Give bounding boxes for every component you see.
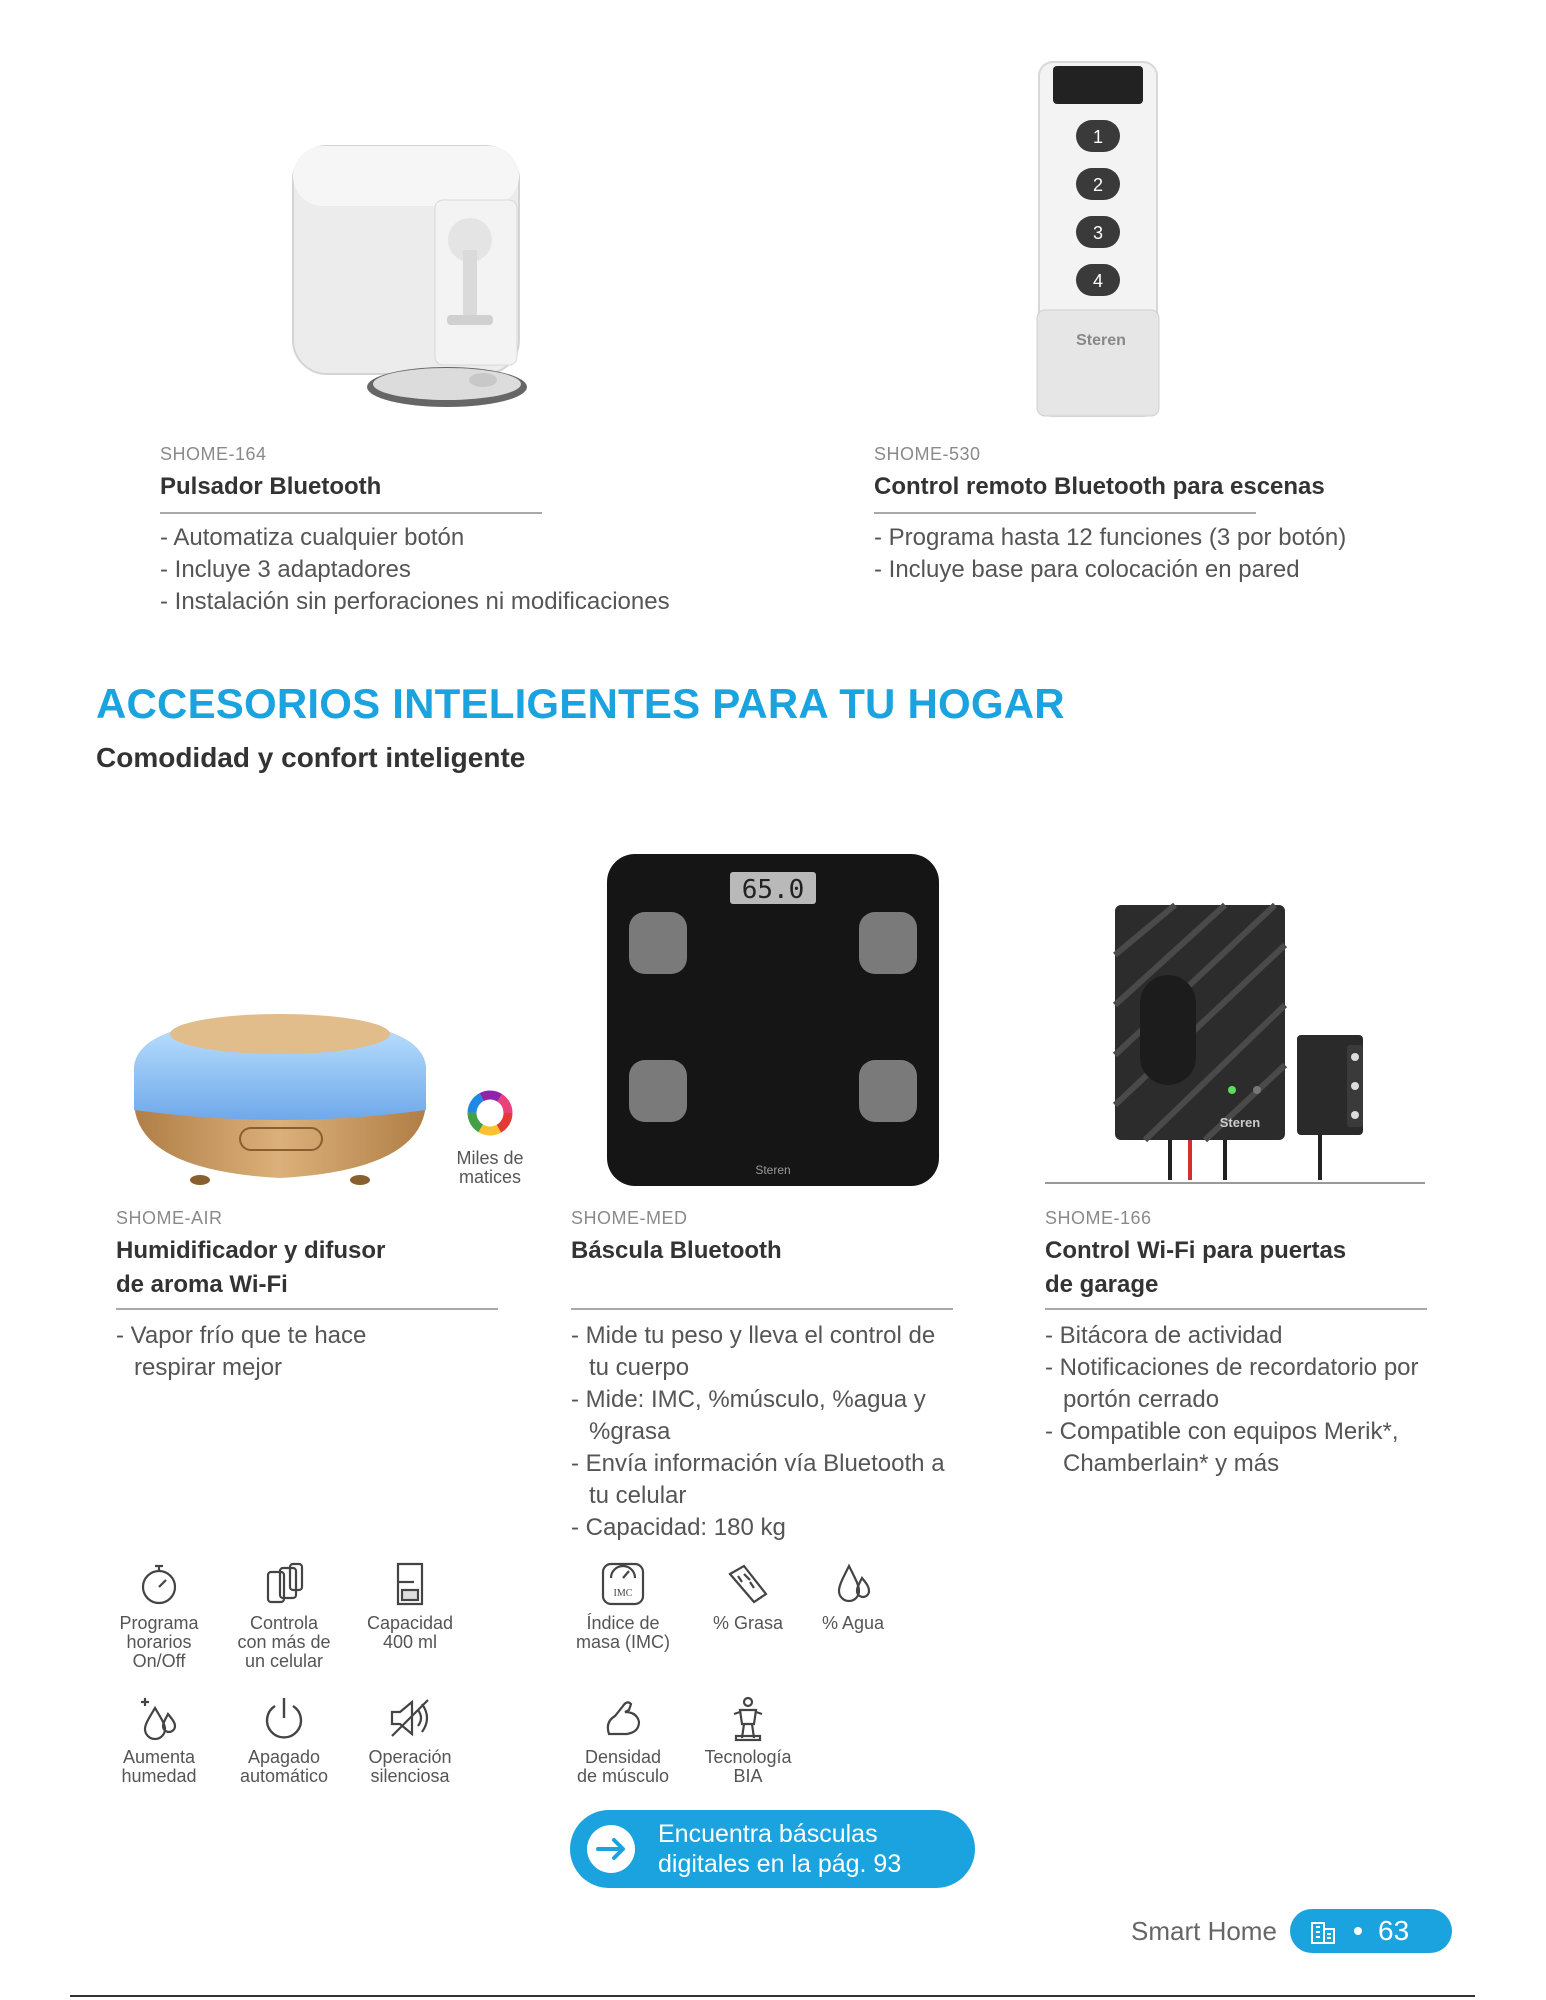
divider (160, 512, 542, 514)
icon-label-line: masa (IMC) (576, 1632, 670, 1652)
icon-label-line: automático (239, 1766, 329, 1786)
scales-page-link-button[interactable] (570, 1810, 975, 1888)
color-badge-label (440, 1149, 540, 1187)
arrow-right-icon (574, 1812, 648, 1886)
color-badge-line: matices (458, 1167, 521, 1187)
product-name-line: Control Wi-Fi para puertas (1045, 1237, 1347, 1264)
page-number: 63 (1378, 1915, 1410, 1946)
cta-label (658, 1819, 901, 1879)
product-name: Control remoto Bluetooth para escenas (874, 473, 1325, 500)
divider (1045, 1308, 1427, 1310)
feature-icon-cell (224, 1560, 344, 1671)
feature-item: - Bitácora de actividad (1045, 1322, 1283, 1349)
feature-icon-cell (688, 1694, 808, 1786)
cta-line: Encuentra básculas (658, 1820, 878, 1848)
timer-icon (135, 1560, 183, 1608)
remote-button-1: 1 (1092, 127, 1104, 147)
feature-item: - Incluye 3 adaptadores (160, 556, 411, 583)
icon-label (688, 1748, 808, 1786)
product-code: SHOME-530 (874, 444, 981, 464)
water-icon (829, 1560, 877, 1608)
feature-item: - Mide: IMC, %músculo, %agua y %grasa (571, 1386, 926, 1445)
product-name-line: Humidificador y difusor (116, 1237, 386, 1264)
icon-label (563, 1748, 683, 1786)
feature-icon-cell (99, 1560, 219, 1671)
feature-item: - Automatiza cualquier botón (160, 524, 465, 551)
bia-icon (724, 1694, 772, 1742)
icon-label (688, 1614, 808, 1633)
remote-button-3: 3 (1092, 223, 1104, 243)
icon-label-line: Apagado (247, 1747, 321, 1767)
page-number-badge (1290, 1909, 1452, 1953)
icon-label-line: humedad (121, 1766, 197, 1786)
tank-icon (386, 1560, 434, 1608)
product-name: Pulsador Bluetooth (160, 473, 382, 500)
icon-label (350, 1748, 470, 1786)
cta-line: digitales en la pág. 93 (658, 1850, 902, 1878)
feature-list (571, 1320, 957, 1544)
garage-controller-image (1045, 895, 1425, 1185)
scale-display-value: 65.0 (741, 875, 805, 905)
separator-dot (1354, 1927, 1362, 1935)
scale-image (605, 852, 941, 1188)
feature-item: - Incluye base para colocación en pared (874, 556, 1300, 583)
icon-label (99, 1748, 219, 1786)
remote-brand-logo: Steren (1076, 332, 1126, 349)
icon-label-line: Programa (119, 1613, 199, 1633)
icon-label-line: % Agua (821, 1613, 885, 1633)
product-code: SHOME-164 (160, 444, 267, 464)
feature-item: - Compatible con equipos Merik*, Chamberlain* y más (1045, 1418, 1399, 1477)
icon-label-line: Capacidad (366, 1613, 454, 1633)
feature-icon-cell (793, 1560, 913, 1633)
icon-label-line: Densidad (584, 1747, 662, 1767)
scale-brand-logo: Steren (755, 1163, 791, 1177)
feature-item: - Capacidad: 180 kg (571, 1514, 786, 1541)
icon-label-line: Aumenta (122, 1747, 196, 1767)
icon-label-line: 400 ml (382, 1632, 438, 1652)
icon-label-line: de músculo (576, 1766, 670, 1786)
footer-section-label: Smart Home (1131, 1916, 1277, 1946)
feature-list (116, 1320, 396, 1384)
color-badge-line: Miles de (456, 1148, 524, 1168)
feature-list (874, 522, 1434, 586)
remote-button-2: 2 (1092, 175, 1104, 195)
feature-icon-cell (350, 1560, 470, 1652)
icon-label-line: On/Off (132, 1651, 186, 1671)
pulsador-image (285, 140, 545, 420)
feature-icon-cell (563, 1560, 683, 1652)
feature-icon-cell (350, 1694, 470, 1786)
icon-label-line: un celular (244, 1651, 324, 1671)
product-name (116, 1234, 385, 1302)
icon-label-line: BIA (733, 1766, 763, 1786)
divider (874, 512, 1256, 514)
feature-item: - Notificaciones de recordatorio por portón cerrado (1045, 1354, 1419, 1413)
feature-item: - Programa hasta 12 funciones (3 por botón) (874, 524, 1347, 551)
product-name-line: de aroma Wi-Fi (116, 1271, 288, 1298)
icon-label (793, 1614, 913, 1633)
product-name-line: Báscula Bluetooth (571, 1237, 782, 1264)
remote-control-image (1035, 60, 1165, 422)
remote-button-4: 4 (1092, 271, 1104, 291)
icon-label-line: Tecnología (704, 1747, 792, 1767)
icon-label (224, 1748, 344, 1786)
garage-brand-logo: Steren (1219, 1115, 1261, 1130)
fat-icon (724, 1560, 772, 1608)
icon-label-line: silenciosa (370, 1766, 450, 1786)
svg-text:IMC: IMC (613, 1588, 633, 1599)
icon-label-line: Operación (368, 1747, 452, 1767)
feature-item: - Vapor frío que te hace respirar mejor (116, 1322, 367, 1381)
product-code: SHOME-166 (1045, 1208, 1152, 1228)
section-subtitle: Comodidad y confort inteligente (96, 742, 526, 773)
feature-icon-cell (688, 1560, 808, 1633)
feature-icon-cell (563, 1694, 683, 1786)
icon-label (224, 1614, 344, 1671)
product-name (1045, 1234, 1346, 1302)
section-title: ACCESORIOS INTELIGENTES PARA TU HOGAR (96, 680, 1065, 727)
icon-label-line: horarios (126, 1632, 192, 1652)
power-icon (260, 1694, 308, 1742)
icon-label (350, 1614, 470, 1652)
feature-list (160, 522, 720, 618)
icon-label-line: Controla (249, 1613, 319, 1633)
imc-icon (599, 1560, 647, 1608)
bottom-rule (70, 1995, 1475, 1997)
icon-label (563, 1614, 683, 1652)
color-wheel-icon (465, 1088, 515, 1138)
feature-item: - Envía información vía Bluetooth a tu celular (571, 1450, 945, 1509)
icon-label-line: % Grasa (712, 1613, 784, 1633)
feature-icon-cell (99, 1694, 219, 1786)
icon-label-line: Índice de (586, 1613, 660, 1633)
phones-icon (260, 1560, 308, 1608)
feature-item: - Mide tu peso y lleva el control de tu cuerpo (571, 1322, 936, 1381)
divider (116, 1308, 498, 1310)
mute-icon (386, 1694, 434, 1742)
product-name-line: de garage (1045, 1271, 1159, 1298)
product-code: SHOME-MED (571, 1208, 688, 1228)
humidity-icon (135, 1694, 183, 1742)
feature-list (1045, 1320, 1445, 1480)
feature-item: - Instalación sin perforaciones ni modificaciones (160, 588, 670, 615)
icon-label-line: con más de (237, 1632, 331, 1652)
icon-label (99, 1614, 219, 1671)
product-name (571, 1234, 782, 1268)
humidifier-image (130, 1000, 430, 1190)
building-icon (1308, 1917, 1338, 1945)
feature-icon-cell (224, 1694, 344, 1786)
muscle-icon (599, 1694, 647, 1742)
product-code: SHOME-AIR (116, 1208, 223, 1228)
divider (571, 1308, 953, 1310)
